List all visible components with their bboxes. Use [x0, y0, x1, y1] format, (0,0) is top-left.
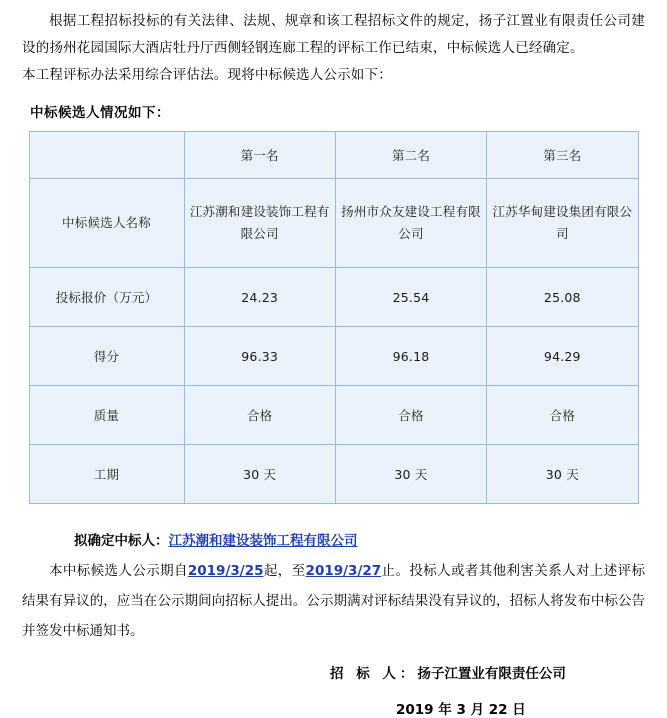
- candidates-table: [29, 131, 639, 504]
- row-price-value-1: 24.23: [184, 268, 335, 327]
- winner-line: [74, 526, 645, 556]
- intro-section: [22, 8, 645, 89]
- row-score-value-1: 96.33: [184, 327, 335, 386]
- notice-part-1: 本中标候选人公示期自: [49, 563, 188, 579]
- table-row: [29, 268, 638, 327]
- notice-part-2: 起，至: [263, 563, 306, 579]
- winner-label: 拟确定中标人：: [74, 533, 169, 549]
- signature-value: 扬子江置业有限责任公司: [417, 666, 566, 682]
- signature-label: 招 标 人：: [330, 666, 418, 682]
- winner-name: 江苏潮和建设装饰工程有限公司: [168, 533, 358, 549]
- row-label-duration: 工期: [29, 445, 184, 504]
- table-row: [29, 386, 638, 445]
- row-label-price: 投标报价（万元）: [29, 268, 184, 327]
- table-column-header-3: 第三名: [487, 132, 638, 179]
- table-column-header-1: 第一名: [184, 132, 335, 179]
- row-label-quality: 质量: [29, 386, 184, 445]
- notice-start-date: 2019/3/25: [187, 563, 264, 579]
- intro-paragraph-1: 根据工程招标投标的有关法律、法规、规章和该工程招标文件的规定，扬子江置业有限责任公司建设的扬州花园国际大酒店牡丹厅西侧轻钢连廊工程的评标工作已结束，中标候选人已经确定。: [22, 13, 645, 56]
- row-name-value-2: 扬州市众友建设工程有限公司: [335, 179, 486, 268]
- row-name-value-1: 江苏潮和建设装饰工程有限公司: [184, 179, 335, 268]
- row-duration-value-1: 30 天: [184, 445, 335, 504]
- notice-end-date: 2019/3/27: [305, 563, 382, 579]
- row-duration-value-2: 30 天: [335, 445, 486, 504]
- document-page: [0, 8, 667, 718]
- table-column-header-2: 第二名: [335, 132, 486, 179]
- document-date: 2019 年 3 月 22 日: [396, 702, 526, 718]
- notice-part-3: 止。投标人或者其他利害关系人对上述评标结果有异议的，应当在公示期间向招标人提出。公示期满对评标结果没有异议的，招标人将发布中标公告并签发中标通知书。: [22, 563, 646, 639]
- row-quality-value-1: 合格: [184, 386, 335, 445]
- table-row: [29, 179, 638, 268]
- row-price-value-3: 25.08: [487, 268, 638, 327]
- row-label-name: 中标候选人名称: [29, 179, 184, 268]
- section-title: 中标候选人情况如下：: [30, 105, 170, 121]
- row-name-value-3: 江苏华甸建设集团有限公司: [487, 179, 638, 268]
- row-quality-value-2: 合格: [335, 386, 486, 445]
- row-price-value-2: 25.54: [335, 268, 486, 327]
- row-score-value-2: 96.18: [335, 327, 486, 386]
- table-header-row: [29, 132, 638, 179]
- table-row: [29, 445, 638, 504]
- signature-line: [0, 660, 667, 688]
- row-duration-value-3: 30 天: [487, 445, 638, 504]
- row-label-score: 得分: [29, 327, 184, 386]
- row-quality-value-3: 合格: [487, 386, 638, 445]
- intro-paragraph-2: 本工程评标办法采用综合评估法。现将中标候选人公示如下：: [22, 67, 392, 83]
- table-row: [29, 327, 638, 386]
- row-score-value-3: 94.29: [487, 327, 638, 386]
- table-corner-cell: [29, 132, 184, 179]
- after-table-section: [22, 526, 645, 646]
- notice-paragraph: [22, 556, 645, 646]
